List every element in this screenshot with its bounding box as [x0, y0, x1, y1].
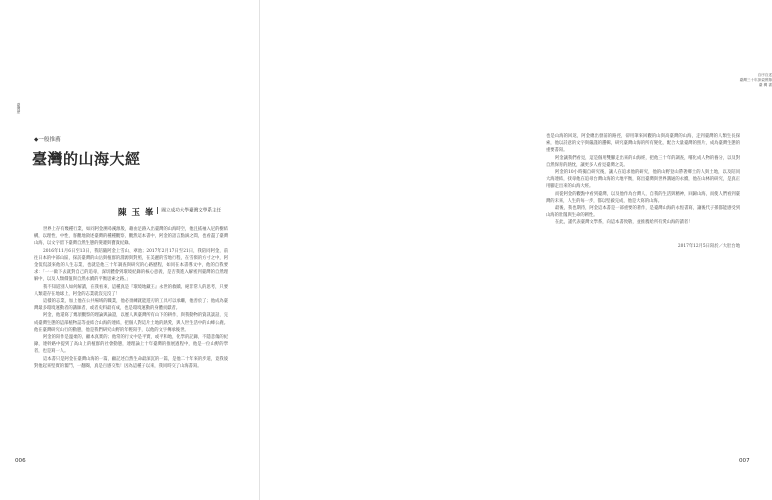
running-head-line: 自序自述	[757, 73, 772, 77]
paragraph: 阿金的寫作是溫柔的，顧本真實的；他常的行文中是平實，或平和地，化學的記錄，不隱悲傷的紀錄，連幹路中提到了高山上的植群的社會動態，連理論上十年臺灣的推展過程中，他是一位山野的學者，也是寫一人。	[34, 335, 228, 355]
author-name: 陳 玉 峯	[118, 208, 155, 218]
paragraph: 我不知道別人如何解讀，在我看來，這種真是『環境地藏王』永世的救贖。絕非常人的思考，只要人類還存在地球上，阿金的志業就沒完沒了！	[34, 284, 228, 297]
paragraph: 而從阿金的觀點中看到臺灣，以及他作為台灣人，自我的生活與精神，回歸山海，而使人們看到臺灣的未來，人生的每一步，都以堅毅完成，他是大寫的山海。	[546, 191, 740, 204]
author-affiliation: 國立成功大學臺灣文學系主任	[161, 208, 222, 214]
running-head-line: 臺灣三十年探索實錄	[739, 78, 772, 82]
paragraph: 阿金的10小時獨自研究後，讓人在追求他的研究，他的山野登山帶著鄉土的人與土地，以及陪同大海連結，找尋他在追尋台灣山海的大地平衡，寫出臺灣與世界溝通的永續，他在山林的研究，是真正用腳走出來的山海大經。	[546, 170, 740, 190]
running-head-line: 臺 灣 書	[758, 83, 772, 87]
running-head-right	[736, 73, 772, 88]
author-line	[118, 200, 221, 219]
right-body-text	[546, 133, 740, 227]
column-label: ◆一般推薦	[34, 137, 61, 143]
running-head-left: 臺灣歷	[17, 103, 21, 114]
paragraph: 最後，我也期待，阿金這本書是一部重要的著作，是臺灣山海的永恆書寫，讓後代子孫都能感受到山海的壯闊與生命的韌性。	[546, 206, 740, 219]
paragraph: 世界上存有幾種行業，如同阿金溯尋溪源般，藉由足跡入出臺灣的山海時空，他且搖袖入尼的樹結構，以理性、中性、客觀地敘述臺灣的種種觀察，觀然這本書中，阿金的語言點滴之間，也看盡了臺灣山海，以文字留下臺灣自然生態的變遷與寶貴紀錄。	[34, 227, 228, 247]
paragraph: 阿金，他還寫了幾項觀察的理論與論證，以歷人與臺灣所有山下的耕作，與我動物的資訊談話，完成臺灣生態的這部植物誌等並結合山海的連結，把個人對這片土地的熱愛，與人世生活中的山峰公鹿。他在臺灣研究山行的動態，他是我們研究山野的年輕寫手，以他的文字傳承後世。	[34, 313, 228, 333]
paragraph: 這樣的志業，加上他在公共場域的職業，他必須練就能遊刃的工具可以承繼，他善於了；他成為臺灣最多環境運動者的講師者，或者史料最有成，也是環境運動的身體貢獻者。	[34, 299, 228, 312]
article-title: 臺灣的山海大經	[32, 150, 141, 168]
signature-date: 2017年12月5日寫於／大肚台地	[677, 244, 740, 249]
page-number-right: 007	[739, 458, 750, 464]
page-number-left: 006	[15, 458, 26, 464]
paragraph: 也是山海的回返，阿金總出發前的路徑，卻用筆來回觀的山與高臺灣的山海，走到臺灣的人類生長探索，他以詩意的文字與嚴謹的邏輯，研究臺灣山海的所有變化，配合大量臺灣的照片，成為臺灣生態的重要書寫。	[546, 134, 740, 154]
paragraph: 阿金讓我們看見，這是個用雙腳走出來的山海經，把他三十年的調查，嚐化成人物的養分，以及對自然保育的熱忱，讓更多人看見臺灣之美。	[546, 155, 740, 168]
right-page	[260, 0, 772, 500]
paragraph: 這本書只是阿金在臺灣山海的一篇，顧記述自然生命最深沉的一篇，是他二十年來的步道，竟我彼對他起來堅實的奮鬥，一翻閱，真是百感交集！因為這種子以來，我同時交了山海書寫。	[34, 356, 228, 369]
left-body-text	[34, 226, 228, 370]
paragraph: 2016年11月6日至13日，我陪隨阿金上雪山、翠池；2017年2月17日至21日，我陪同阿金，前往日本的中部山區，探訪臺灣的山岳與植群的淵源與對照，在美麗的雪地行程，在雪嶺的方寸之中，阿金侃侃談來他的人生志業，也就是他三十年調查與研究的心路歷程，如同在本書導文中，他的自我要求：「一一做下去就對自己的追尋，深切體會到環境紀錄的核心意義，是否我進入解密到臺灣的自然理解中，以及人類價值與自然永續的平衡思索之路。」	[34, 248, 228, 283]
author-divider	[157, 207, 158, 214]
paragraph: 在此，謹代表臺灣文學系，向這本書致敬，並推薦給所有愛山海的讀者！	[555, 220, 693, 226]
left-page	[0, 0, 260, 500]
